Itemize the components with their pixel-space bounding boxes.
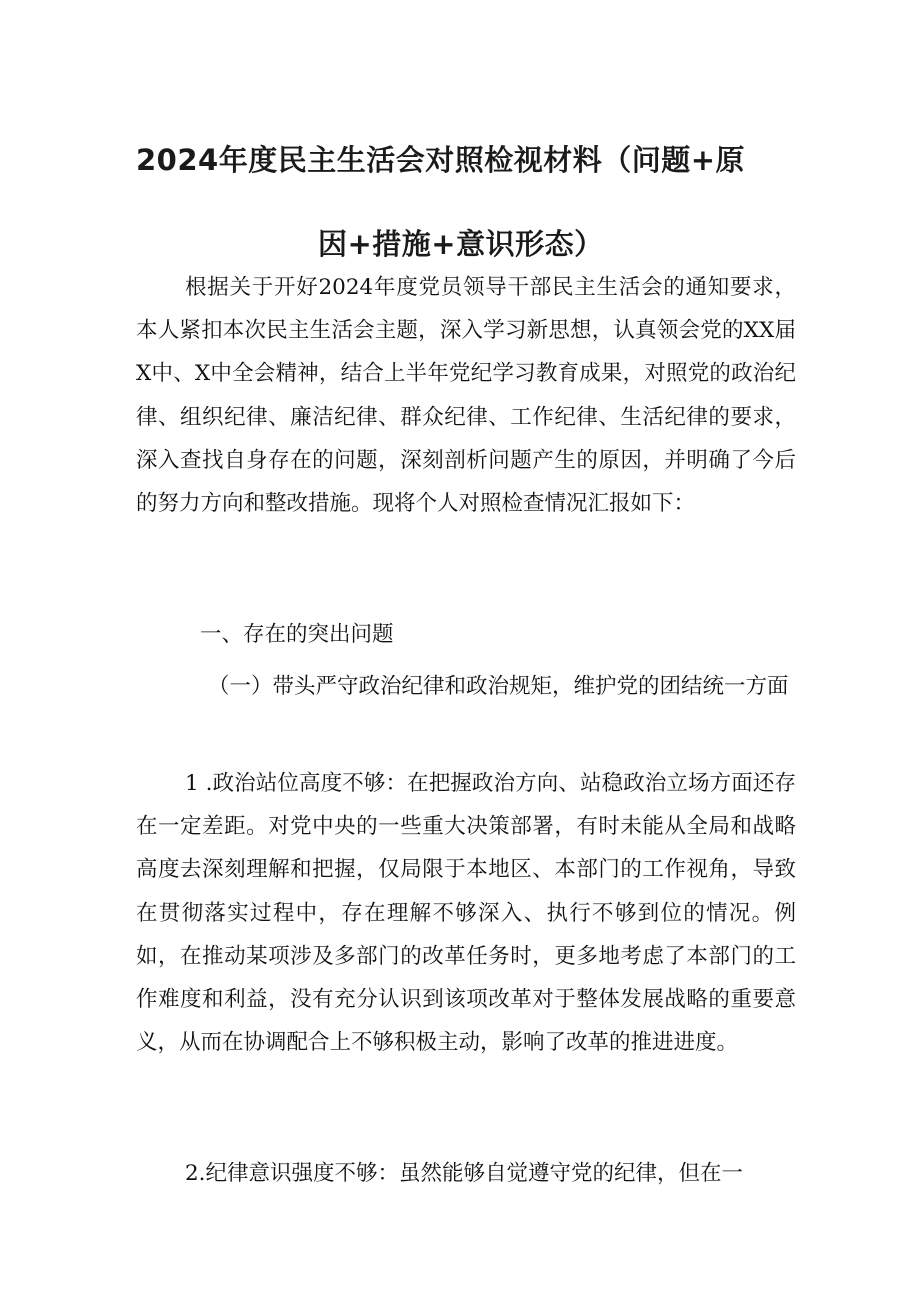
- item-paragraph-2: 2.纪律意识强度不够：虽然能够自觉遵守党的纪律，但在一: [185, 1161, 744, 1186]
- subsection-heading-political-discipline: （一）带头严守政治纪律和政治规矩，维护党的团结统一方面: [208, 674, 789, 699]
- item-paragraph-1: 1 .政治站位高度不够：在把握政治方向、站稳政治立场方面还存在一定差距。对党中央的一些重大决策部署，有时未能从全局和战略高度去深刻理解和把握，仅局限于本地区、本部门的工作视角，导致在贯彻落实过程中，存在理解不够深入、执行不够到位的情况。例如，在推动某项涉及多部门的改革任务时，更多地考虑了本部门的工作难度和利益，没有充分认识到该项改革对于整体发展战略的重要意义，从而在协调配合上不够积极主动，影响了改革的推进进度。: [136, 771, 796, 1056]
- document-title-line2: 因+措施+意识形态）: [318, 227, 604, 261]
- document-title-line1: 2024年度民主生活会对照检视材料（问题+原: [136, 143, 746, 177]
- intro-paragraph: 根据关于开好2024年度党员领导干部民主生活会的通知要求，本人紧扣本次民主生活会主题，深入学习新思想，认真领会党的XX届X中、X中全会精神，结合上半年党纪学习教育成果，对照党的政治纪律、组织纪律、廉洁纪律、群众纪律、工作纪律、生活纪律的要求，深入查找自身存在的问题，深刻剖析问题产生的原因，并明确了今后的努力方向和整改措施。现将个人对照检查情况汇报如下：: [136, 275, 796, 517]
- section-heading-problems: 一、存在的突出问题: [200, 622, 394, 647]
